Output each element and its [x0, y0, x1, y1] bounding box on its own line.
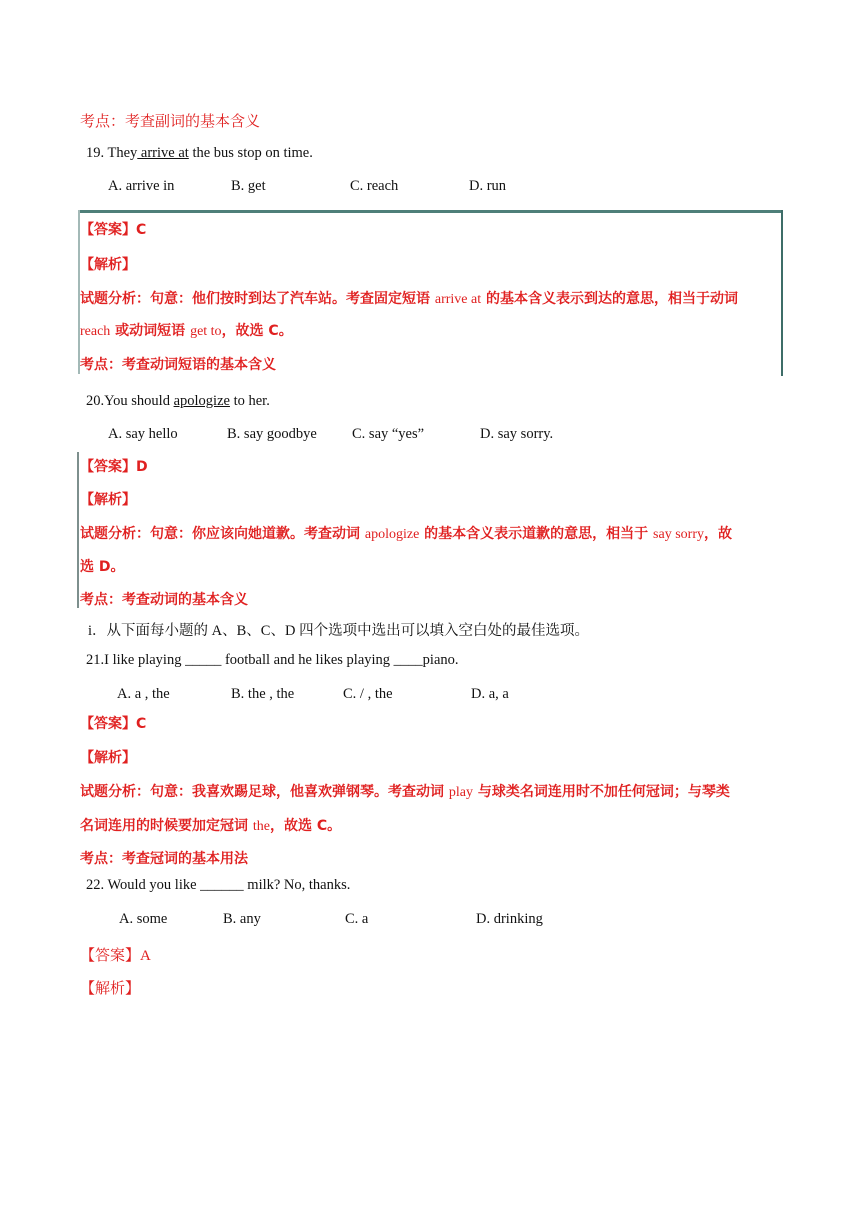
analysis-term: say sorry [653, 527, 704, 542]
analysis-text: 试题分析：句意：我喜欢踢足球，他喜欢弹钢琴。考查动词 [80, 784, 449, 800]
q19-option-a: A. arrive in [108, 178, 175, 194]
q21-option-c: C. / , the [343, 686, 393, 702]
q21-option-d: D. a, a [471, 686, 509, 702]
q19-option-c: C. reach [350, 178, 399, 194]
q19-kaodian: 考点：考查动词短语的基本含义 [80, 357, 276, 373]
q21-kaodian: 考点：考查冠词的基本用法 [80, 851, 248, 867]
question-19-prefix: 19. They [86, 145, 138, 161]
analysis-term: the [252, 819, 270, 834]
question-20-underlined: apologize [173, 393, 230, 409]
q22-option-c: C. a [345, 911, 369, 927]
question-20-suffix: to her. [229, 393, 270, 409]
analysis-text: 试题分析：句意：你应该向她道歉。考查动词 [80, 526, 365, 542]
q22-jiexi-label: 【解析】 [80, 981, 141, 997]
question-22: 22. Would you like ______ milk? No, thanks. [86, 877, 351, 893]
q21-analysis-line-1 [80, 781, 730, 801]
analysis-text: ，故选 C。 [221, 323, 293, 339]
q19-option-d: D. run [469, 178, 507, 194]
question-19-underlined: arrive at [137, 145, 189, 161]
analysis-text: 与球类名词连用时不加任何冠词；与琴类 [472, 784, 730, 800]
analysis-text: 的基本含义表示到达的意思，相当于动词 [481, 291, 738, 307]
q19-option-b: B. get [231, 178, 266, 194]
question-20 [86, 393, 270, 410]
question-20-prefix: 20.You should [86, 393, 174, 409]
q19-jiexi-label: 【解析】 [80, 257, 136, 273]
answer-box-border [78, 210, 783, 213]
q21-analysis-line-2 [80, 815, 341, 835]
question-19-suffix: the bus stop on time. [188, 145, 313, 161]
question-21: 21.I like playing _____ football and he likes playing ____piano. [86, 652, 459, 668]
q22-option-b: B. any [223, 911, 261, 927]
q20-kaodian: 考点：考查动词的基本含义 [80, 592, 248, 608]
q21-jiexi-label: 【解析】 [80, 750, 136, 766]
q20-option-b: B. say goodbye [227, 426, 317, 442]
q19-analysis-line-2 [80, 320, 293, 340]
q19-answer: 【答案】C [80, 222, 147, 238]
analysis-term: get to [190, 324, 222, 339]
analysis-text: ，故选 C。 [269, 818, 342, 834]
section-instruction: i．从下面每小题的 A、B、C、D 四个选项中选出可以填入空白处的最佳选项。 [88, 623, 590, 639]
q19-analysis-line-1 [80, 288, 738, 308]
q22-option-d: D. drinking [476, 911, 543, 927]
q20-option-a: A. say hello [108, 426, 178, 442]
analysis-text: 试题分析：句意：他们按时到达了汽车站。考查固定短语 [80, 291, 435, 307]
q20-analysis-line-2: 选 D。 [80, 559, 125, 575]
q20-option-d: D. say sorry. [480, 426, 554, 442]
q20-analysis-line-1 [80, 523, 732, 543]
q21-option-a: A. a , the [117, 686, 170, 702]
analysis-text: 的基本含义表示道歉的意思，相当于 [419, 526, 654, 542]
q20-jiexi-label: 【解析】 [80, 492, 136, 508]
analysis-text: ，故 [703, 526, 732, 542]
analysis-term: reach [80, 324, 111, 339]
answer-box-border [77, 452, 79, 608]
analysis-term: arrive at [434, 292, 482, 307]
kaodian-adverb: 考点：考查副词的基本含义 [80, 114, 261, 130]
q21-option-b: B. the , the [231, 686, 295, 702]
analysis-text: 名词连用的时候要加定冠词 [80, 818, 253, 834]
analysis-term: apologize [364, 527, 420, 542]
q22-answer: 【答案】A [80, 948, 151, 964]
analysis-text: 或动词短语 [110, 323, 191, 339]
q21-answer: 【答案】C [80, 716, 147, 732]
question-19 [86, 145, 313, 162]
answer-box-border [781, 210, 783, 376]
q20-option-c: C. say “yes” [352, 426, 425, 442]
q20-answer: 【答案】D [80, 459, 148, 475]
analysis-term: play [448, 785, 473, 800]
q22-option-a: A. some [119, 911, 168, 927]
